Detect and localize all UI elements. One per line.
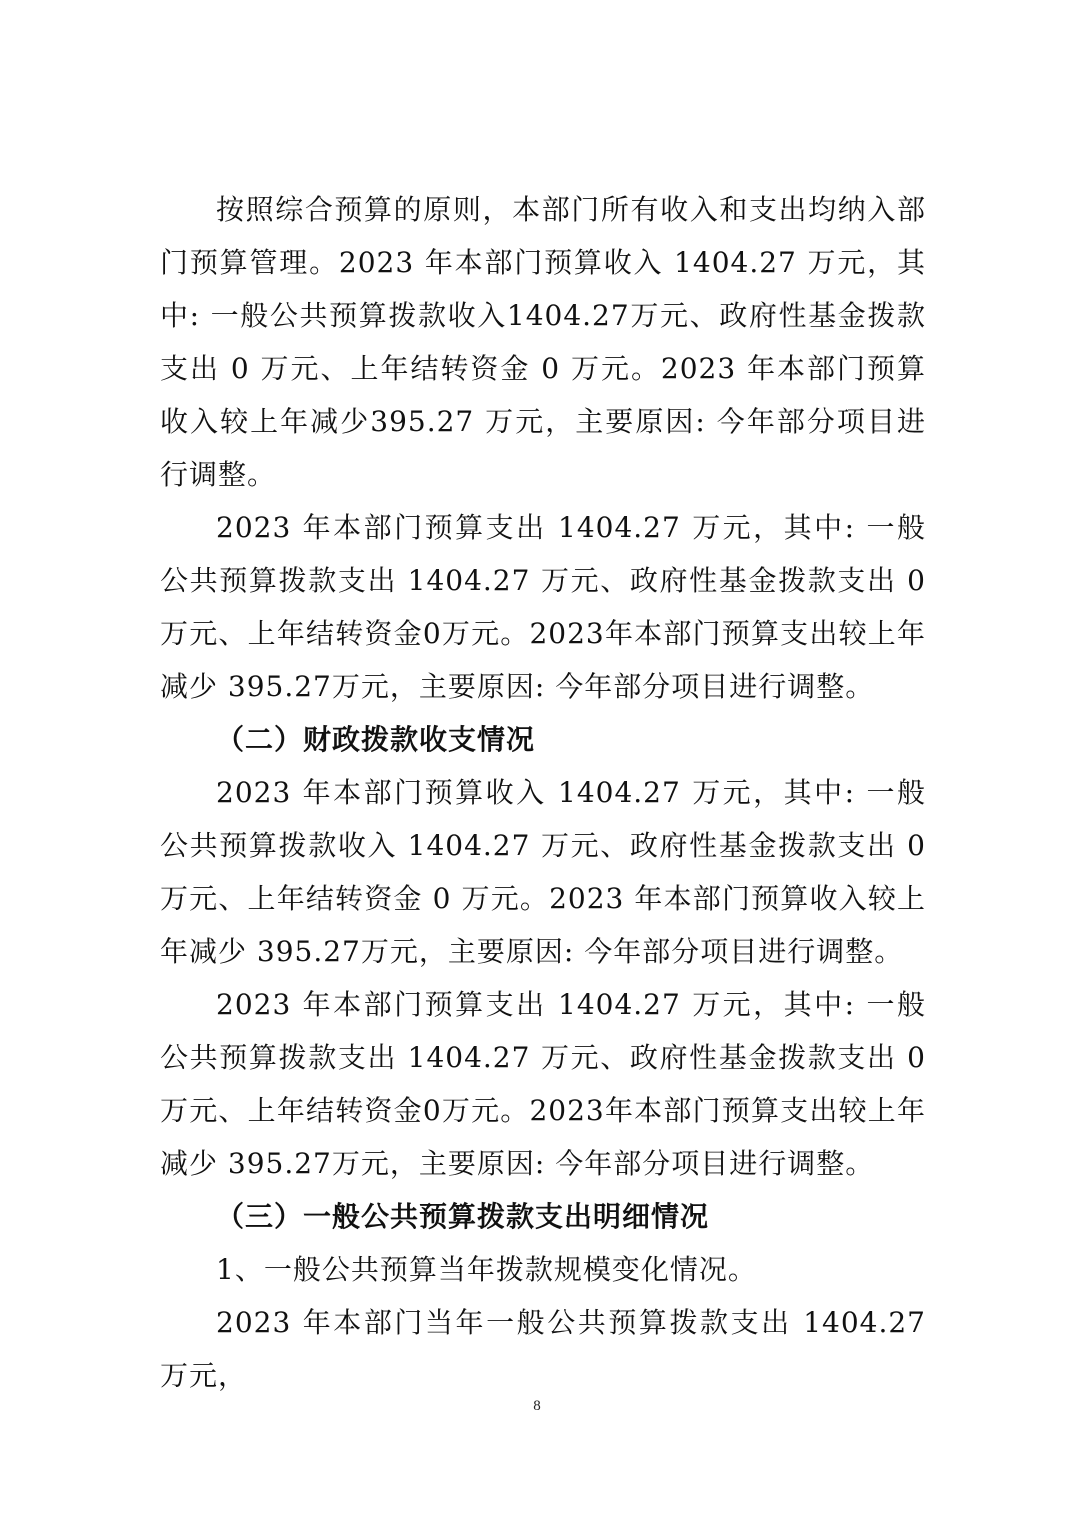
section-heading-general-budget-detail: （三）一般公共预算拨款支出明细情况 [216,1200,710,1233]
paragraph-fiscal-expenditure: 2023 年本部门预算支出 1404.27 万元，其中: 一般公共预算拨款支出 1404.27 万元、政府性基金拨款支出 0 万元、上年结转资金0万元。2023年本部门预算支出较上年减少 395.27万元，主要原因: 今年部分项目进行调整。 [160,988,926,1180]
section-heading-fiscal-appropriation: （二）财政拨款收支情况 [216,723,536,756]
page-number: 8 [533,1398,541,1414]
paragraph-scale-change-text: 2023 年本部门当年一般公共预算拨款支出 1404.27 万元， [160,1306,926,1392]
paragraph-scale-change-title: 1、一般公共预算当年拨款规模变化情况。 [216,1253,757,1286]
body-text [160,183,926,1402]
paragraph-fiscal-income: 2023 年本部门预算收入 1404.27 万元，其中: 一般公共预算拨款收入 1404.27 万元、政府性基金拨款支出 0 万元、上年结转资金 0 万元。2023 年本部门预算收入较上年减少 395.27万元，主要原因: 今年部分项目进行调整。 [160,776,926,968]
paragraph-budget-expenditure: 2023 年本部门预算支出 1404.27 万元，其中: 一般公共预算拨款支出 1404.27 万元、政府性基金拨款支出 0 万元、上年结转资金0万元。2023年本部门预算支出较上年减少 395.27万元，主要原因: 今年部分项目进行调整。 [160,511,926,703]
paragraph-budget-principle: 按照综合预算的原则，本部门所有收入和支出均纳入部门预算管理。2023 年本部门预算收入 1404.27 万元，其中: 一般公共预算拨款收入1404.27万元、政府性基金拨款支出 0 万元、上年结转资金 0 万元。2023 年本部门预算收入较上年减少395.27 万元，主要原因: 今年部分项目进行调整。 [160,193,926,491]
